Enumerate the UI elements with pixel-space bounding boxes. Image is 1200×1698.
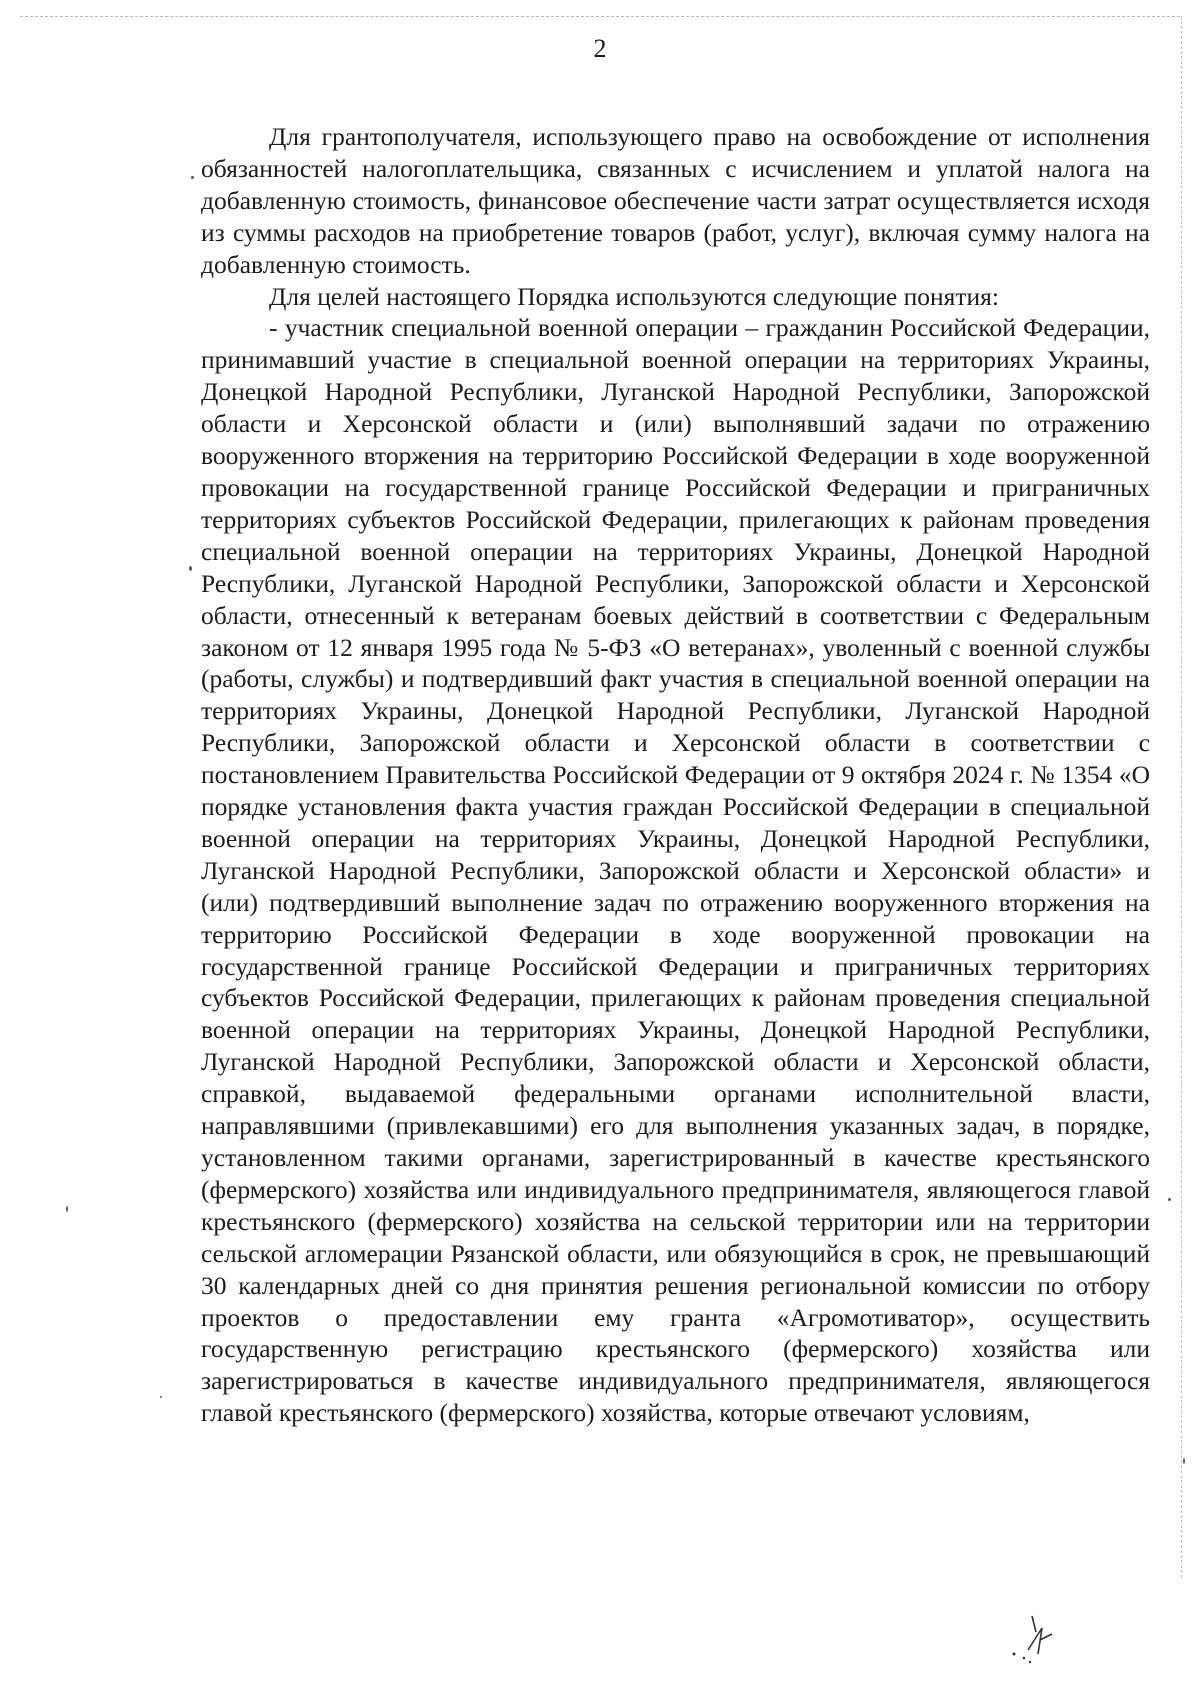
scan-border-top <box>20 16 1180 17</box>
scan-speck <box>189 566 192 571</box>
scan-speck <box>160 1396 162 1398</box>
scan-speck <box>1183 1458 1185 1464</box>
paragraph-definitions-intro: Для целей настоящего Порядка используются следующие понятия: <box>269 281 999 311</box>
scan-speck <box>66 1206 68 1212</box>
document-body <box>201 121 1150 1429</box>
pen-mark-icon <box>980 1610 1060 1670</box>
paragraph-vat-exemption: Для грантополучателя, использующего право на освобождение от исполнения обязанностей налогоплательщика, связанных с исчислением и уплатой налога на добавленную стоимость, финансовое обеспечение части затрат осуществляется исходя из суммы расходов на приобретение товаров (работ, услуг), включая сумму налога на добавленную стоимость. <box>201 122 1150 279</box>
page-number: 2 <box>593 34 607 63</box>
scan-border-right <box>1181 16 1182 1578</box>
scan-speck <box>1168 1198 1171 1201</box>
scan-speck <box>191 176 194 179</box>
paragraph-svo-participant-definition: - участник специальной военной операции – гражданин Российской Федерации, принимавший участие в специальной военной операции на территориях Украины, Донецкой Народной Республики, Луганской Народной Республики, Запорожской области и Херсонской области и (или) выполнявший задачи по отражению вооруженного вторжения на территорию Российской Федерации в ходе вооруженной провокации на государственной границе Российской Федерации и приграничных территориях субъектов Российской Федерации, прилегающих к районам проведения специальной военной операции на территориях Украины, Донецкой Народной Республики, Луганской Народной Республики, Запорожской области и Херсонской области, отнесенный к ветеранам боевых действий в соответствии с Федеральным законом от 12 января 1995 года № 5-ФЗ «О ветеранах», уволенный с военной службы (работы, службы) и подтвердивший факт участия в специальной военной операции на территориях Украины, Донецкой Народной Республики, Луганской Народной Республики, Запорожской области и Херсонской области в соответствии с постановлением Правительства Российской Федерации от 9 октября 2024 г. № 1354 «О порядке установления факта участия граждан Российской Федерации в специальной военной операции на территориях Украины, Донецкой Народной Республики, Луганской Народной Республики, Запорожской области и Херсонской области» и (или) подтвердивший выполнение задач по отражению вооруженного вторжения на территорию Российской Федерации в ходе вооруженной провокации на государственной границе Российской Федерации и приграничных территориях субъектов Российской Федерации, прилегающих к районам проведения специальной военной операции на территориях Украины, Донецкой Народной Республики, Луганской Народной Республики, Запорожской области и Херсонской области, справкой, выдаваемой федеральными органами исполнительной власти, направлявшими (привлекавшими) его для выполнения указанных задач, в порядке, установленном такими органами, зарегистрированный в качестве крестьянского (фермерского) хозяйства или индивидуального предпринимателя, являющегося главой крестьянского (фермерского) хозяйства на сельской территории или на территории сельской агломерации Рязанской области, или обязующийся в срок, не превышающий 30 календарных дней со дня принятия решения региональной комиссии по отбору проектов о предоставлении ему гранта «Агромотиватор», осуществить государственную регистрацию крестьянского (фермерского) хозяйства или зарегистрироваться в качестве индивидуального предпринимателя, являющегося главой крестьянского (фермерского) хозяйства, которые отвечают условиям, <box>201 313 1150 1428</box>
